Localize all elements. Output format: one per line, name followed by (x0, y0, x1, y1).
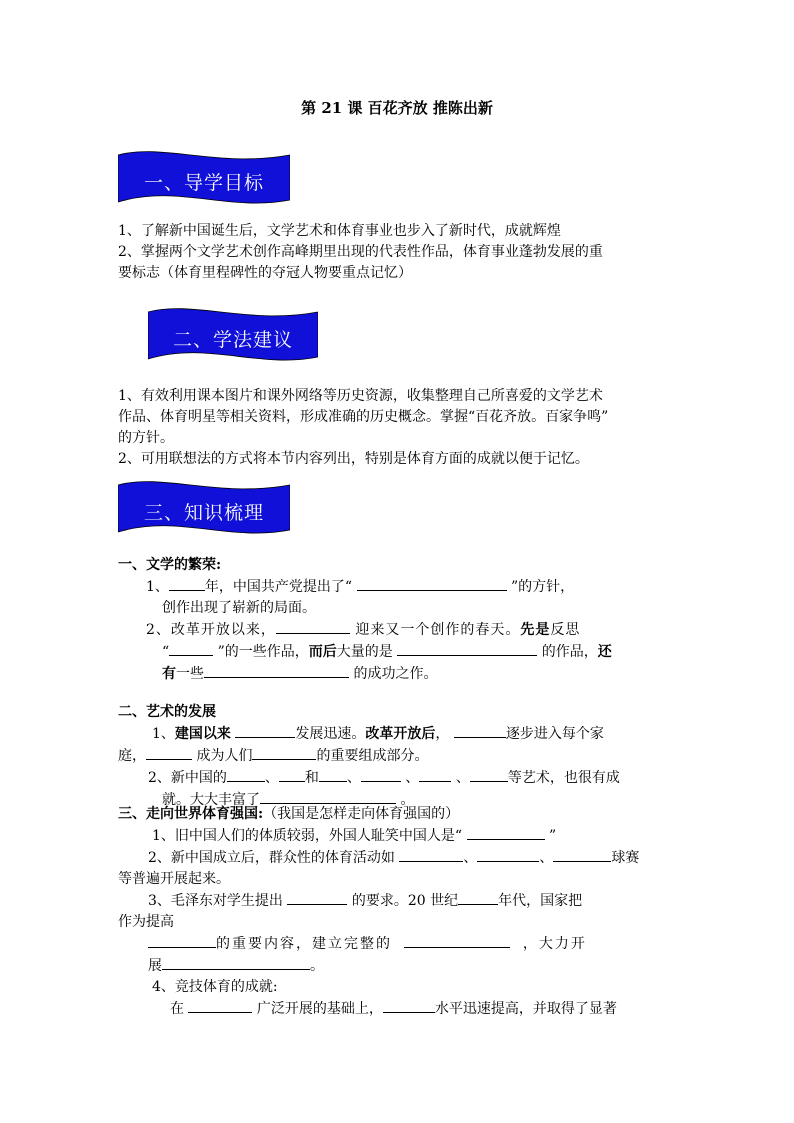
fill-blank[interactable] (399, 847, 463, 862)
text-line: 3、毛泽东对学生提出 的要求。20 世纪 年代，国家把 (118, 890, 678, 912)
text-line: 作为提高 (118, 914, 174, 930)
fill-blank[interactable] (357, 576, 507, 591)
fill-blank[interactable] (188, 998, 252, 1013)
fill-blank[interactable] (319, 767, 347, 782)
text-line: 2、新中国成立后，群众性的体育活动如 、 、 球赛 (118, 847, 678, 869)
section-sports (118, 804, 678, 1020)
fill-blank[interactable] (162, 955, 310, 970)
banner-label: 二、学法建议 (172, 328, 293, 351)
fill-blank[interactable] (276, 619, 350, 634)
text-line: 庭， 成为人们 的重要组成部分。 (118, 745, 678, 767)
text-line: “ ”的一些作品，而后大量的是 的作品，还 (118, 641, 678, 663)
fill-blank[interactable] (404, 933, 510, 948)
section-heading: 二、艺术的发展 (118, 704, 216, 720)
fill-blank[interactable] (204, 663, 349, 678)
methods-list (118, 386, 678, 470)
goal-line: 1、了解新中国诞生后，文学艺术和体育事业也步入了新时代，成就辉煌 (118, 223, 561, 239)
fill-blank[interactable] (148, 933, 216, 948)
fill-blank[interactable] (146, 745, 192, 760)
text-line: 1、旧中国人们的体质较弱，外国人耻笑中国人是“ ” (118, 825, 678, 847)
fill-blank[interactable] (419, 767, 451, 782)
banner-label: 三、知识梳理 (143, 501, 264, 524)
section-literature (118, 555, 678, 685)
fill-blank[interactable] (169, 641, 213, 656)
goal-line: 要标志（体育里程碑性的夺冠人物要重点记忆） (118, 265, 412, 281)
fill-blank[interactable] (553, 847, 611, 862)
text-line: 4、竞技体育的成就: (152, 979, 278, 995)
banner-study-methods (148, 307, 318, 365)
method-line: 1、有效利用课本图片和课外网络等历史资源，收集整理自己所喜爱的文学艺术 (118, 388, 603, 404)
text-line: 等普遍开展起来。 (118, 871, 230, 887)
goal-line: 2、掌握两个文学艺术创作高峰期里出现的代表性作品，体育事业蓬勃发展的重 (118, 244, 603, 260)
text-line: 展 。 (118, 955, 678, 977)
fill-blank[interactable] (470, 767, 508, 782)
text-line: 就。大大丰富了 。 (118, 789, 678, 811)
banner-knowledge (118, 480, 290, 538)
lesson-title: 第 21 课 百花齐放 推陈出新 (301, 99, 493, 117)
fill-blank[interactable] (454, 723, 506, 738)
fill-blank[interactable] (279, 767, 305, 782)
text-line: 三、走向世界体育强国:（我国是怎样走向体育强国的） (118, 806, 460, 822)
fill-blank[interactable] (235, 723, 295, 738)
fill-blank[interactable] (252, 745, 316, 760)
method-line: 2、可用联想法的方式将本节内容列出，特别是体育方面的成就以便于记忆。 (118, 451, 589, 467)
fill-blank[interactable] (458, 890, 498, 905)
banner-label: 一、导学目标 (143, 171, 264, 194)
fill-blank[interactable] (397, 641, 537, 656)
section-heading: 三、走向世界体育强国: (118, 806, 264, 822)
fill-blank[interactable] (477, 847, 539, 862)
text-line: 2、新中国的 、 和 、 、 、 等艺术，也很有成 (118, 767, 678, 789)
method-line: 作品、体育明星等相关资料，形成准确的历史概念。掌握“百花齐放。百家争鸣” (118, 409, 609, 425)
text-line: 1、建国以来 发展迅速。改革开放后， 逐步进入每个家 (118, 723, 678, 745)
fill-blank[interactable] (467, 825, 545, 840)
text-line: 有一些 的成功之作。 (118, 663, 678, 685)
banner-guide-goals (118, 150, 290, 208)
text-line: 创作出现了崭新的局面。 (162, 600, 316, 616)
fill-blank[interactable] (169, 576, 205, 591)
method-line: 的方针。 (118, 430, 174, 446)
fill-blank[interactable] (361, 767, 401, 782)
text-line: 1、 年，中国共产党提出了“ ”的方针， (118, 576, 678, 598)
fill-blank[interactable] (260, 789, 396, 804)
section-heading: 一、文学的繁荣: (118, 557, 222, 573)
text-line: 2、改革开放以来， 迎来又一个创作的春天。先是反思 (118, 619, 678, 641)
text-line: 在 广泛开展的基础上， 水平迅速提高，并取得了显著 (118, 998, 678, 1020)
fill-blank[interactable] (227, 767, 265, 782)
section-arts (118, 702, 678, 811)
fill-blank[interactable] (383, 998, 435, 1013)
fill-blank[interactable] (287, 890, 347, 905)
text-line: 的重要内容，建立完整的 ，大力开 (118, 933, 678, 955)
goals-list (118, 221, 678, 284)
